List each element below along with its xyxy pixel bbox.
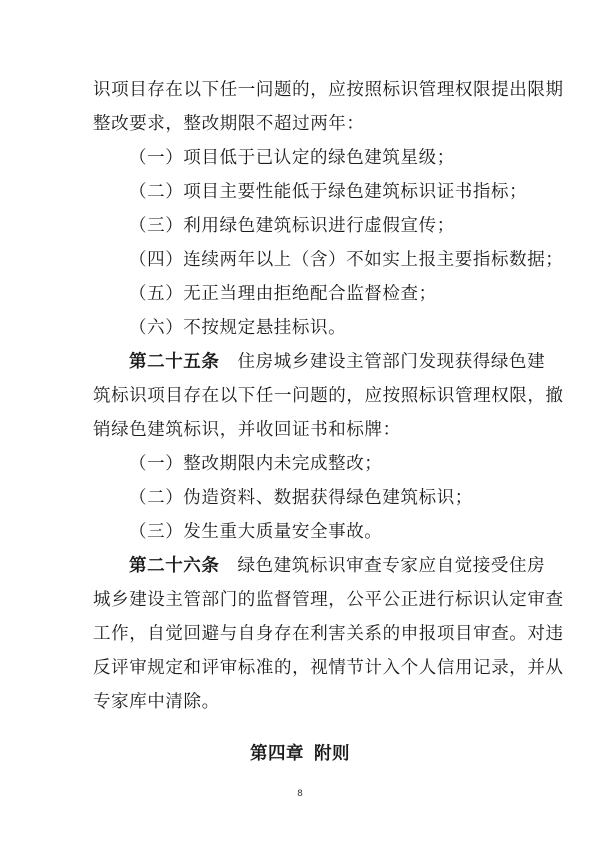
text-line: 反评审规定和评审标准的，视情节计入个人信用记录，并从 [93,658,564,678]
article-26-text: 绿色建筑标识审查专家应自觉接受住房 [237,556,546,576]
chapter-title: 附则 [314,744,350,764]
article-26 [129,556,545,576]
text-line: 整改要求，整改期限不超过两年： [93,114,365,134]
article-25-text: 住房城乡建设主管部门发现获得绿色建 [237,352,546,372]
list-item: （四）连续两年以上（含）不如实上报主要指标数据； [129,250,564,270]
list-item: （一）项目低于已认定的绿色建筑星级； [129,148,455,168]
article-25-title: 第二十五条 [129,352,220,372]
article-26-title: 第二十六条 [129,556,220,576]
list-item: （一）整改期限内未完成整改； [129,454,383,474]
list-item: （二）伪造资料、数据获得绿色建筑标识； [129,488,473,508]
chapter-heading [0,744,600,764]
list-item: （二）项目主要性能低于绿色建筑标识证书指标； [129,182,528,202]
list-item: （五）无正当理由拒绝配合监督检查； [129,284,437,304]
text-line: 销绿色建筑标识，并收回证书和标牌： [93,420,401,440]
text-line: 筑标识项目存在以下任一问题的，应按照标识管理权限，撤 [93,386,564,406]
chapter-number: 第四章 [250,744,304,764]
text-line: 城乡建设主管部门的监督管理，公平公正进行标识认定审查 [93,590,564,610]
page-number: 8 [297,789,303,799]
text-line: 识项目存在以下任一问题的，应按照标识管理权限提出限期 [93,80,564,100]
article-25 [129,352,545,372]
list-item: （六）不按规定悬挂标识。 [129,318,347,338]
list-item: （三）利用绿色建筑标识进行虚假宣传； [129,216,455,236]
text-line: 专家库中清除。 [93,692,220,712]
text-line: 工作，自觉回避与自身存在利害关系的申报项目审查。对违 [93,624,564,644]
list-item: （三）发生重大质量安全事故。 [129,522,383,542]
